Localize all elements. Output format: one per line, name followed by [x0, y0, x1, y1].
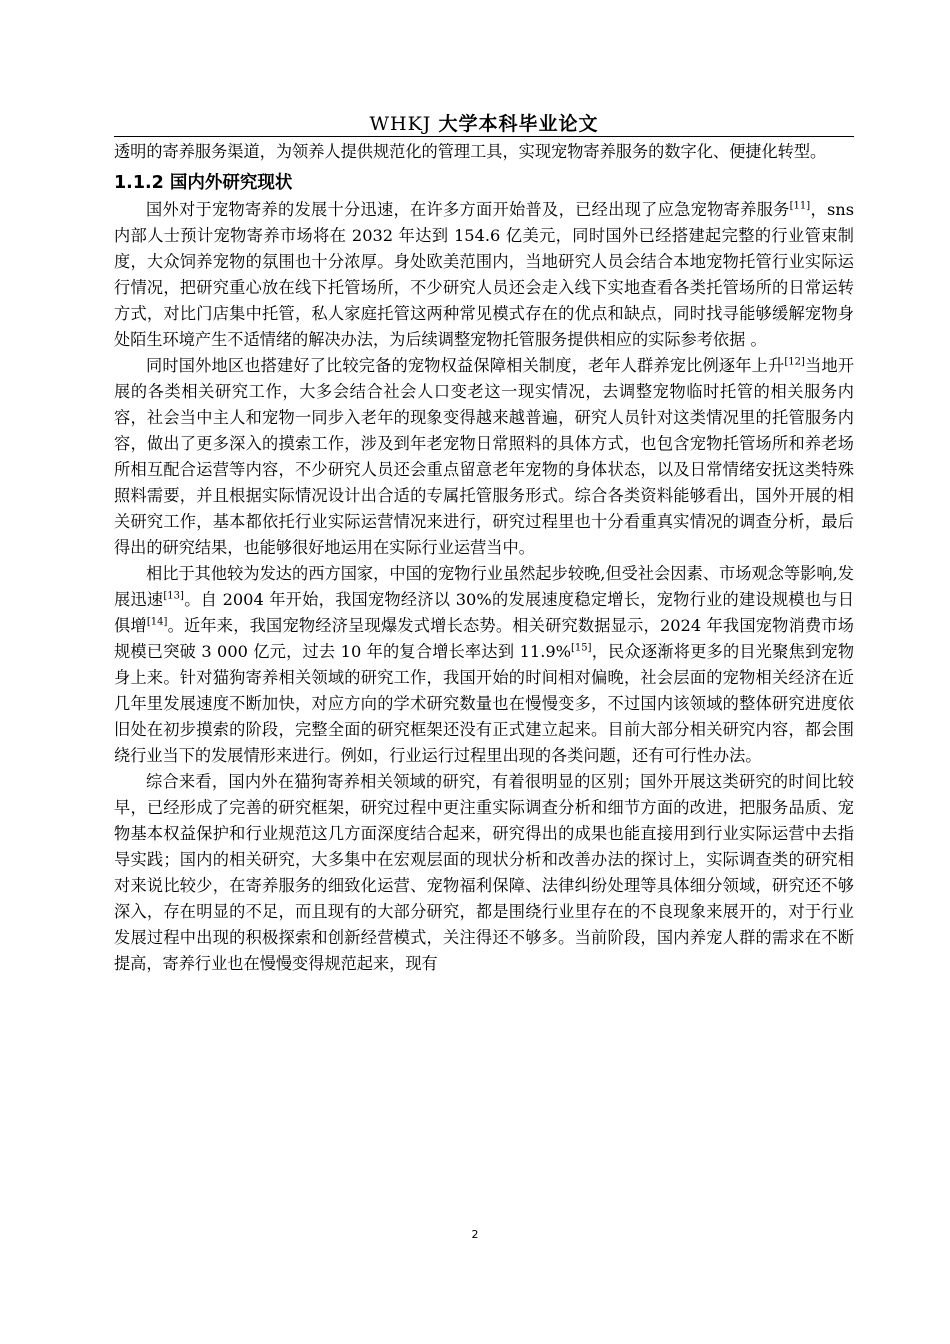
citation-15: [15]	[571, 642, 592, 654]
citation-14: [14]	[146, 616, 168, 628]
paragraph-3	[114, 561, 854, 769]
paragraph-4-text-a: 综合来看，国内外在猫狗寄养相关领域的研究，有着很明显的区别；国外开展这类研究的时间比较早，已经形成了完善的研究框架，研究过程中更注重实际调查分析和细节方面的改进，把服务品质、宠物基本权益保护和行业规范这几方面深度结合起来，研究得出的成果也能直接用到行业实际运营中去指导实践；国内的相关研究，大多集中在宏观层面的现状分析和改善办法的探讨上，实际调查类的研究相对来说比较少，在寄养服务的细致化运营、宠物福利保障、法律纠纷处理等具体细分领域，研究还不够深入，存在明显的不足，而且现有的大部分研究，都是围绕行业里存在的不良现象来展开的，对于行业发展过程中出现的积极探索和创新经营模式，关注得还不够多。当前阶段，国内养宠人群的需求在不断提高，寄养行业也在慢慢变得规范起来，现有	[114, 772, 854, 973]
citation-13: [13]	[163, 590, 184, 602]
header-title-prefix: WHKJ	[369, 113, 432, 135]
header-title-main: 大学本科毕业论文	[438, 113, 599, 135]
paragraph-3-text-d: ，民众逐渐将更多的目光聚焦到宠物身上来。针对猫狗寄养相关领域的研究工作，我国开始的时间相对偏晚，社会层面的宠物相关经济在近几年里发展速度不断加快，对应方向的学术研究数量也在慢慢变多，不过国内该领域的整体研究进度依旧处在初步摸索的阶段，完整全面的研究框架还没有正式建立起来。目前大部分相关研究内容，都会围绕行业当下的发展情形来进行。例如，行业运行过程里出现的各类问题，还有可行性办法。	[114, 642, 855, 765]
paragraph-4	[114, 769, 854, 977]
section-heading	[114, 169, 854, 197]
page-number: 2	[471, 1228, 479, 1241]
paragraph-3-text-a: 相比于其他较为发达的西方国家，中国的宠物行业虽然起步较晚,但受社会因素、市场观念等影响,发展迅速	[114, 564, 854, 609]
paragraph-3-text-c: 。近年来，我国宠物经济呈现爆发式增长态势。相关研究数据显示，2024 年我国宠物消费市场规模已突破 3 000 亿元，过去 10 年的复合增长率达到 11.9%	[114, 616, 854, 661]
paragraph-2	[114, 353, 854, 561]
continuation-paragraph: 透明的寄养服务渠道，为领养人提供规范化的管理工具，实现宠物寄养服务的数字化、便捷化转型。	[114, 142, 827, 161]
page-header	[114, 111, 854, 137]
paragraph-1	[114, 197, 854, 353]
paragraph-1-text-b: ，sns 内部人士预计宠物寄养市场将在 2032 年达到 154.6 亿美元，同时国外已经搭建起完整的行业管束制度，大众饲养宠物的氛围也十分浓厚。身处欧美范围内，当地研究人员会结合本地宠物托管行业实际运行情况，把研究重心放在线下托管场所，不少研究人员还会走入线下实地查看各类托管场所的日常运转方式，对比门店集中托管，私人家庭托管这两种常见模式存在的优点和缺点，同时找寻能够缓解宠物身处陌生环境产生不适情绪的解决办法，为后续调整宠物托管服务提供相应的实际参考依据 。	[114, 200, 854, 349]
citation-11: [11]	[789, 200, 811, 212]
paragraph-2-text-a: 同时国外地区也搭建好了比较完备的宠物权益保障相关制度，老年人群养宠比例逐年上升	[146, 356, 785, 375]
body-text	[114, 139, 854, 977]
section-number: 1.1.2	[114, 173, 164, 193]
paragraph-3-text-b: 。自 2004 年开始，我国宠物经济以 30%的发展速度稳定增长，宠物行业的建设规模也与日俱增	[114, 590, 855, 635]
citation-12: [12]	[784, 356, 805, 368]
paragraph-2-text-b: 当地开展的各类相关研究工作，大多会结合社会人口变老这一现实情况，去调整宠物临时托管的相关服务内容，社会当中主人和宠物一同步入老年的现象变得越来越普遍，研究人员针对这类情况里的托管服务内容，做出了更多深入的摸索工作，涉及到年老宠物日常照料的具体方式，也包含宠物托管场所和养老场所相互配合运营等内容，不少研究人员还会重点留意老年宠物的身体状态，以及日常情绪安抚这类特殊照料需要，并且根据实际情况设计出合适的专属托管服务形式。综合各类资料能够看出，国外开展的相关研究工作，基本都依托行业实际运营情况来进行，研究过程里也十分看重真实情况的调查分析，最后得出的研究结果，也能够很好地运用在实际行业运营当中。	[114, 356, 855, 557]
header-rule	[114, 136, 854, 137]
section-title: 国内外研究现状	[169, 173, 293, 193]
paragraph-1-text-a: 国外对于宠物寄养的发展十分迅速，在许多方面开始普及，已经出现了应急宠物寄养服务	[146, 200, 790, 219]
